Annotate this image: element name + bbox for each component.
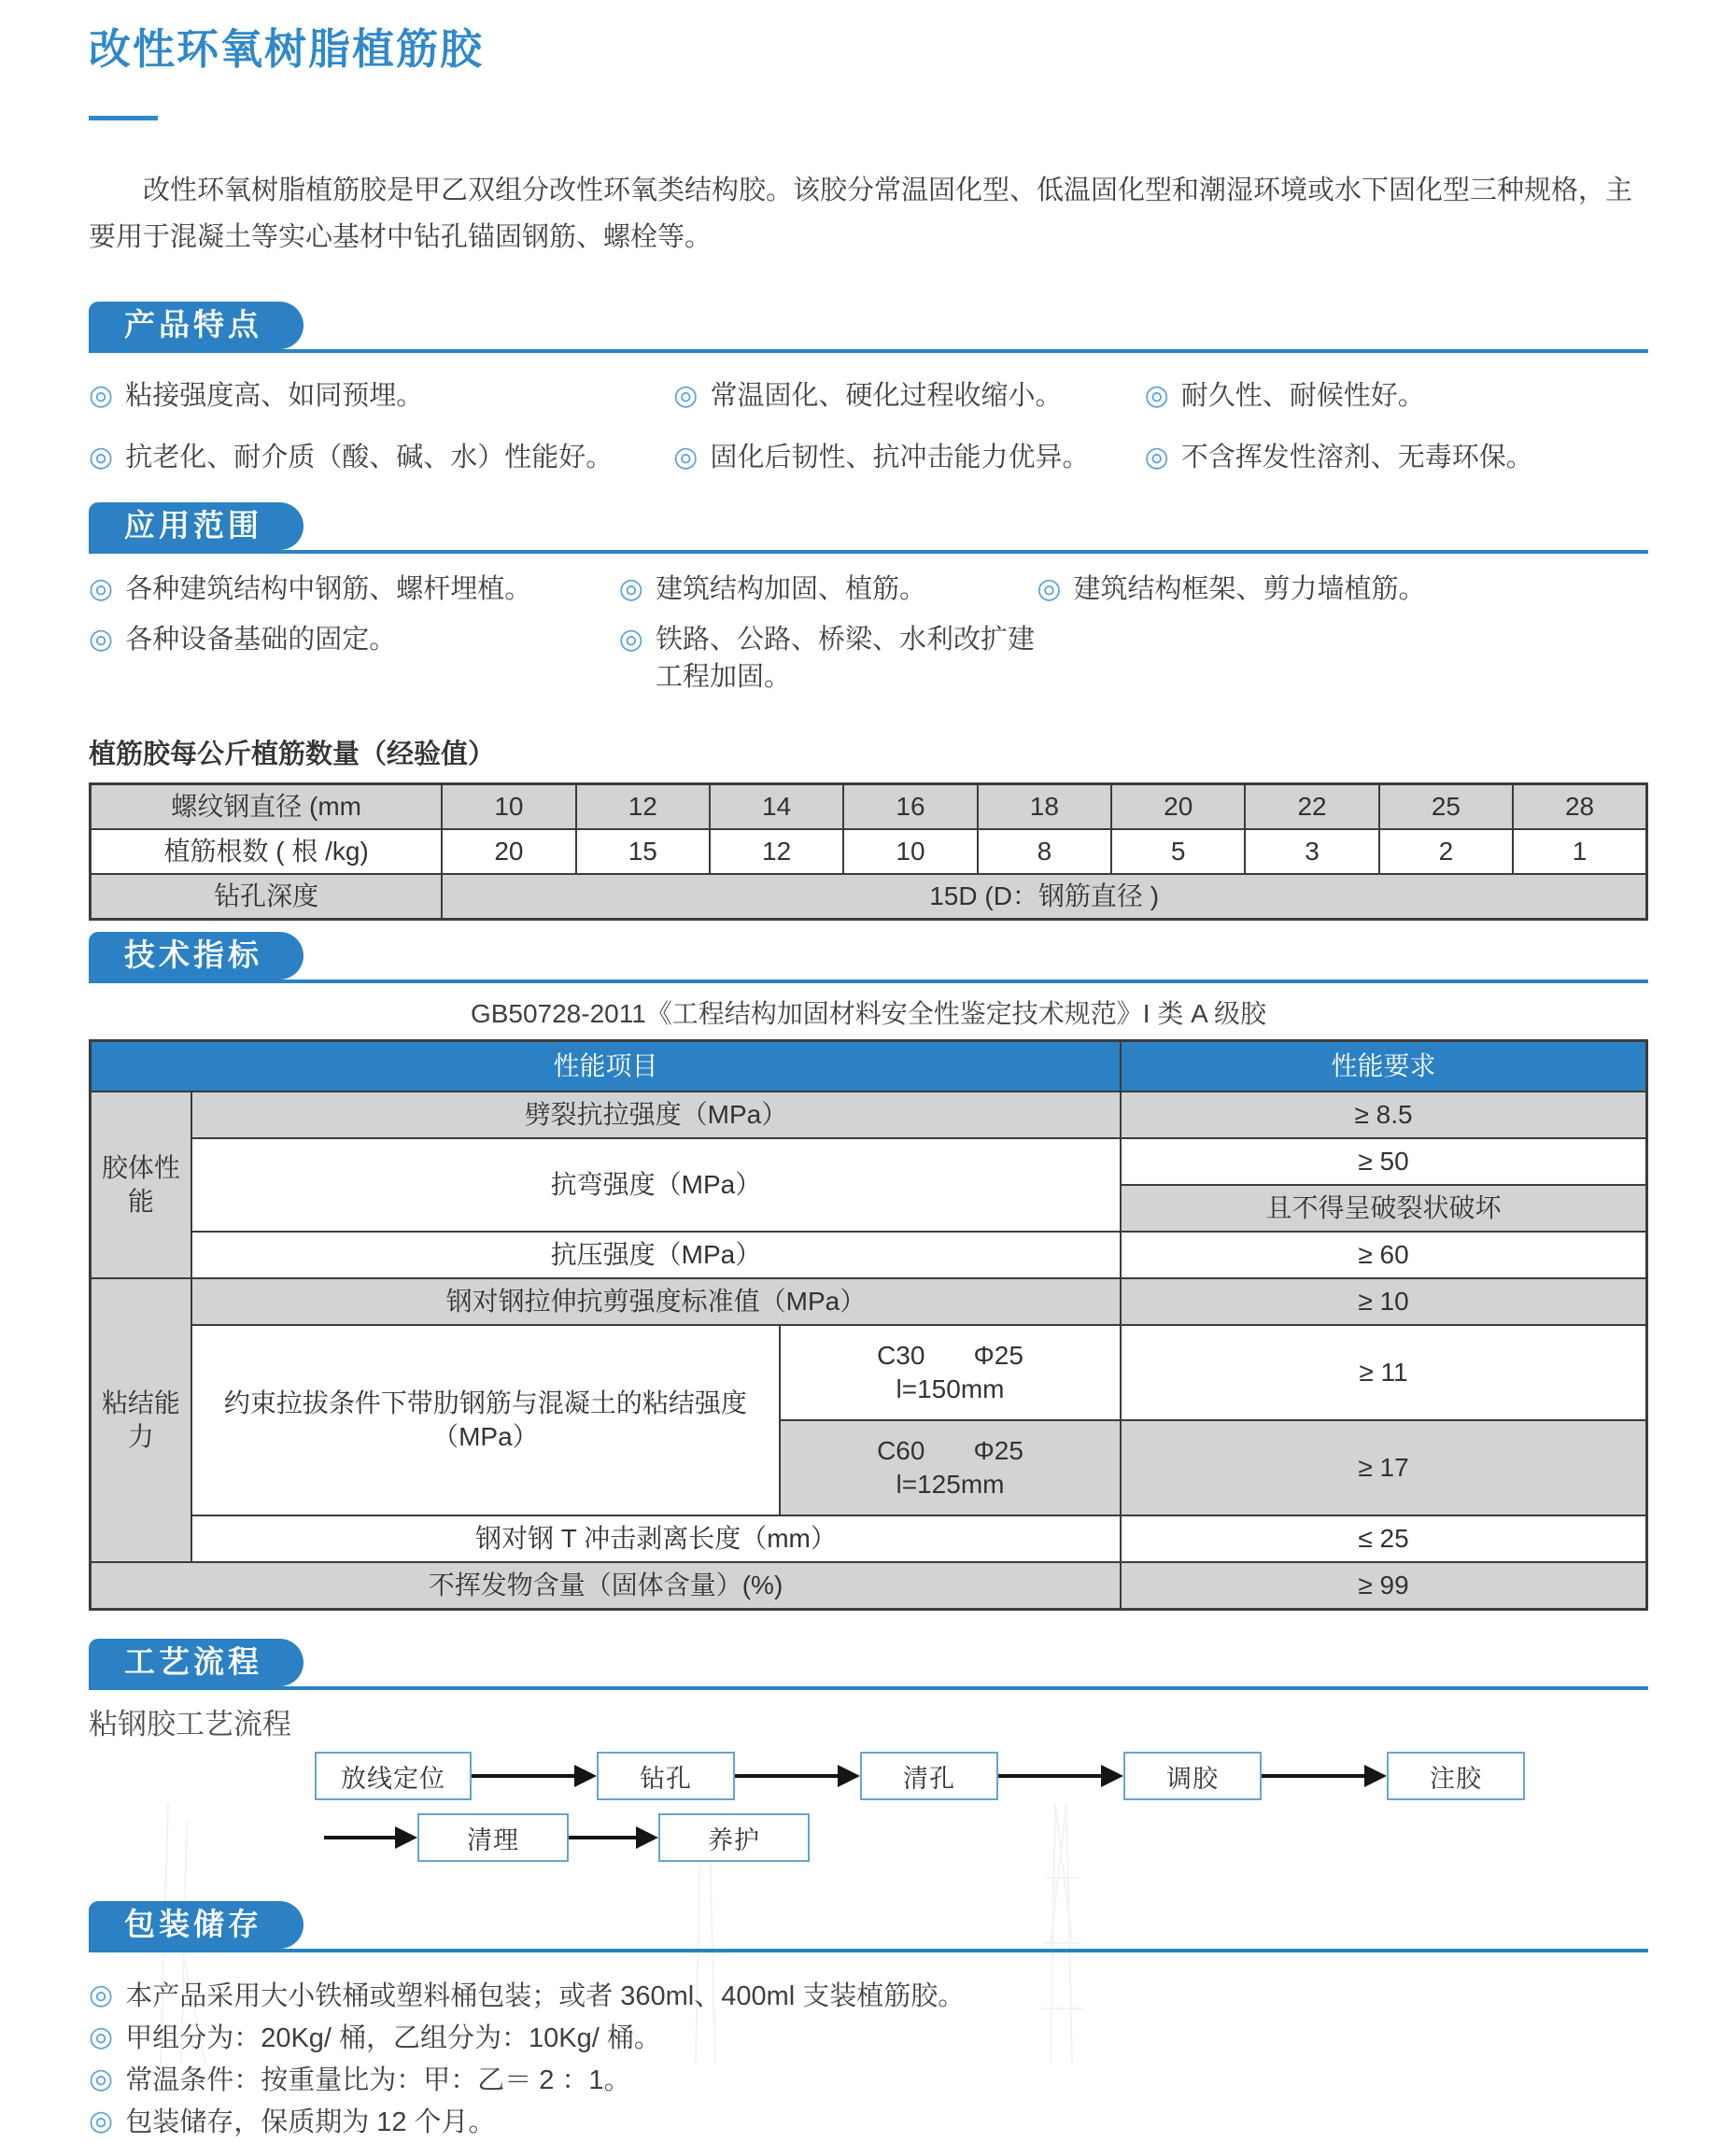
depth-label-cell: 钻孔深度 xyxy=(91,874,443,920)
feature-text: 耐久性、耐候性好。 xyxy=(1180,381,1425,411)
double-ring-bullet-icon: ◎ xyxy=(89,624,114,655)
flow-step-label: 清孔 xyxy=(903,1764,955,1793)
double-ring-bullet-icon: ◎ xyxy=(89,573,114,604)
arrow-line xyxy=(324,1836,395,1839)
intro-paragraph: 改性环氧树脂植筋胶是甲乙双组分改性环氧类结构胶。该胶分常温固化型、低温固化型和潮湿环境或水下固化型三种规格，主要用于混凝土等实心基材中钻孔锚固钢筋、螺栓等。 xyxy=(89,176,1633,252)
count-value-cell: 2 xyxy=(1379,829,1513,874)
process-flow-row-1 xyxy=(315,1752,1648,1800)
count-row xyxy=(91,829,1647,874)
rebar-count-table xyxy=(89,782,1648,921)
spec-item-header-cell: 性能项目 xyxy=(91,1041,1122,1092)
arrow-head xyxy=(1101,1765,1123,1787)
feature-text: 不含挥发性溶剂、无毒环保。 xyxy=(1180,443,1533,472)
count-value-cell: 12 xyxy=(710,829,843,874)
section-header-packaging xyxy=(89,1901,1648,1952)
flow-step-label: 养护 xyxy=(708,1825,760,1854)
pullout-c60-req-cell: ≥ 17 xyxy=(1121,1420,1646,1515)
flow-step-label: 注胶 xyxy=(1430,1764,1482,1793)
diameter-row xyxy=(91,784,1647,830)
glue-group-label-cell: 胶体性能 xyxy=(91,1092,191,1278)
diameter-value-cell: 20 xyxy=(1111,784,1245,830)
pullout-name-cell xyxy=(191,1325,780,1515)
title-underline-dash xyxy=(89,116,158,120)
flow-arrow-icon xyxy=(472,1765,597,1787)
application-text: 铁路、公路、桥梁、水利改扩建工程加固。 xyxy=(655,625,1035,692)
bending-req-value-cell: ≥ 50 xyxy=(1121,1138,1646,1185)
nonvolatile-row xyxy=(91,1562,1647,1610)
arrow-head xyxy=(574,1765,597,1787)
arrow-line xyxy=(472,1774,574,1778)
t-peel-name-cell: 钢对钢 T 冲击剥离长度（mm） xyxy=(191,1515,1121,1562)
packaging-list xyxy=(89,1977,1648,2142)
double-ring-bullet-icon: ◎ xyxy=(89,442,114,472)
application-text: 建筑结构框架、剪力墙植筋。 xyxy=(1073,574,1426,604)
diameter-label-cell: 螺纹钢直径 (mm xyxy=(91,784,443,830)
feature-item xyxy=(89,439,673,476)
rebar-diameter: Φ25 xyxy=(973,1436,1023,1465)
depth-value-cell: 15D (D：钢筋直径 ) xyxy=(442,874,1646,920)
application-item xyxy=(1037,571,1648,608)
feature-item xyxy=(89,377,673,415)
bending-req-condition-cell: 且不得呈破裂状破坏 xyxy=(1121,1185,1646,1232)
bending-name-cell: 抗弯强度（MPa） xyxy=(191,1138,1121,1232)
packaging-text: 包装储存，保质期为 12 个月。 xyxy=(125,2107,496,2137)
arrow-line xyxy=(735,1774,838,1778)
t-peel-req-cell: ≤ 25 xyxy=(1121,1515,1646,1562)
spec-table xyxy=(89,1039,1648,1611)
concrete-grade: C30 xyxy=(877,1341,925,1370)
split-tensile-name-cell: 劈裂抗拉强度（MPa） xyxy=(191,1092,1121,1138)
diameter-value-cell: 28 xyxy=(1513,784,1646,830)
compressive-row xyxy=(91,1232,1647,1278)
compressive-name-cell: 抗压强度（MPa） xyxy=(191,1232,1121,1278)
count-label-cell: 植筋根数 ( 根 /kg) xyxy=(91,829,443,874)
application-text: 建筑结构加固、植筋。 xyxy=(655,574,926,604)
feature-text: 粘接强度高、如同预埋。 xyxy=(125,381,424,411)
arrow-line xyxy=(998,1774,1101,1778)
double-ring-bullet-icon: ◎ xyxy=(1037,573,1062,604)
count-value-cell: 8 xyxy=(978,829,1111,874)
feature-item xyxy=(673,377,1144,415)
flow-arrow-icon xyxy=(998,1765,1123,1787)
double-ring-bullet-icon: ◎ xyxy=(673,380,699,411)
double-ring-bullet-icon: ◎ xyxy=(1144,442,1169,472)
rebar-table-caption: 植筋胶每公斤植筋数量（经验值） xyxy=(89,740,496,769)
packaging-text: 本产品采用大小铁桶或塑料桶包装；或者 360ml、400ml 支装植筋胶。 xyxy=(125,1981,966,2011)
packaging-text: 甲组分为：20Kg/ 桶，乙组分为：10Kg/ 桶。 xyxy=(125,2023,661,2053)
double-ring-bullet-icon: ◎ xyxy=(89,1980,114,2010)
t-peel-row xyxy=(91,1515,1647,1562)
section-header-specs xyxy=(89,932,1648,983)
section-header-applications xyxy=(89,502,1648,554)
application-item xyxy=(89,571,619,608)
count-value-cell: 20 xyxy=(442,829,575,874)
depth-row xyxy=(91,874,1647,920)
diameter-value-cell: 14 xyxy=(710,784,843,830)
application-text: 各种建筑结构中钢筋、螺杆埋植。 xyxy=(125,574,532,604)
flow-step-clean-hole xyxy=(860,1752,998,1800)
flow-step-drill xyxy=(597,1752,735,1800)
count-value-cell: 5 xyxy=(1111,829,1245,874)
double-ring-bullet-icon: ◎ xyxy=(618,573,643,604)
applications-list xyxy=(89,571,1648,696)
feature-text: 抗老化、耐介质（酸、碱、水）性能好。 xyxy=(125,443,614,472)
page-title: 改性环氧树脂植筋胶 xyxy=(89,25,485,73)
arrow-line xyxy=(1262,1774,1364,1778)
packaging-item xyxy=(89,1977,1648,2016)
flow-step-layout xyxy=(315,1752,472,1800)
flow-step-curing xyxy=(658,1813,810,1862)
pullout-name-line1: 约束拉拔条件下带肋钢筋与混凝土的粘结强度 xyxy=(223,1388,747,1417)
count-value-cell: 1 xyxy=(1513,829,1646,874)
feature-item xyxy=(1145,377,1648,415)
pullout-c60-condition-cell xyxy=(780,1420,1121,1515)
arrow-head xyxy=(1364,1765,1387,1787)
feature-text: 固化后韧性、抗冲击能力优异。 xyxy=(710,443,1090,472)
process-flow-row-2 xyxy=(324,1813,1648,1862)
double-ring-bullet-icon: ◎ xyxy=(618,624,643,655)
diameter-value-cell: 22 xyxy=(1245,784,1378,830)
diameter-value-cell: 18 xyxy=(978,784,1111,830)
flow-step-label: 清理 xyxy=(467,1825,519,1854)
arrow-head xyxy=(838,1765,860,1787)
standard-note: GB50728-2011《工程结构加固材料安全性鉴定技术规范》I 类 A 级胶 xyxy=(470,999,1267,1028)
double-ring-bullet-icon: ◎ xyxy=(673,442,699,472)
flow-arrow-icon xyxy=(569,1826,658,1849)
nonvolatile-name-cell: 不挥发物含量（固体含量）(%) xyxy=(91,1562,1122,1610)
feature-item xyxy=(673,439,1144,476)
applications-section-badge: 应用范围 xyxy=(89,502,303,550)
embed-length: l=125mm xyxy=(896,1470,1005,1499)
spec-header-row xyxy=(91,1041,1647,1092)
pullout-c30-condition-cell xyxy=(780,1325,1121,1420)
double-ring-bullet-icon: ◎ xyxy=(89,2064,114,2094)
arrow-head xyxy=(636,1826,658,1849)
flow-arrow-icon xyxy=(1262,1765,1387,1787)
pullout-c30-row xyxy=(91,1325,1647,1420)
packaging-item xyxy=(89,2061,1648,2100)
application-item xyxy=(619,571,1037,608)
double-ring-bullet-icon: ◎ xyxy=(89,2022,114,2052)
application-text: 各种设备基础的固定。 xyxy=(125,625,397,655)
packaging-item xyxy=(89,2019,1648,2058)
features-list xyxy=(89,377,1648,476)
application-item xyxy=(89,621,619,696)
split-tensile-row xyxy=(91,1092,1647,1138)
steel-shear-row xyxy=(91,1278,1647,1325)
embed-length: l=150mm xyxy=(896,1374,1005,1403)
diameter-value-cell: 16 xyxy=(843,784,977,830)
count-value-cell: 3 xyxy=(1245,829,1378,874)
flow-arrow-icon xyxy=(324,1826,417,1849)
rebar-diameter: Φ25 xyxy=(973,1341,1023,1370)
split-tensile-req-cell: ≥ 8.5 xyxy=(1121,1092,1646,1138)
nonvolatile-req-cell: ≥ 99 xyxy=(1121,1562,1646,1610)
diameter-value-cell: 12 xyxy=(576,784,710,830)
flow-step-label: 钻孔 xyxy=(640,1764,692,1793)
flow-arrow-icon xyxy=(735,1765,860,1787)
packaging-text: 常温条件：按重量比为：甲：乙＝ 2 ：1。 xyxy=(125,2065,631,2095)
bond-group-label-cell: 粘结能力 xyxy=(91,1278,191,1562)
double-ring-bullet-icon: ◎ xyxy=(89,380,114,411)
application-item xyxy=(619,621,1037,696)
spec-requirement-header-cell: 性能要求 xyxy=(1121,1041,1646,1092)
arrow-head xyxy=(395,1826,417,1849)
section-header-process xyxy=(89,1639,1648,1690)
count-value-cell: 15 xyxy=(576,829,710,874)
pullout-c30-req-cell: ≥ 11 xyxy=(1121,1325,1646,1420)
features-section-badge: 产品特点 xyxy=(89,302,303,349)
feature-item xyxy=(1145,439,1648,476)
flow-step-label: 放线定位 xyxy=(341,1764,445,1793)
flow-step-label: 调胶 xyxy=(1166,1764,1219,1793)
specs-section-badge: 技术指标 xyxy=(89,932,303,979)
section-header-features xyxy=(89,302,1648,353)
double-ring-bullet-icon: ◎ xyxy=(89,2106,114,2136)
steel-shear-name-cell: 钢对钢拉伸抗剪强度标准值（MPa） xyxy=(191,1278,1121,1325)
packaging-section-badge: 包装储存 xyxy=(89,1901,303,1949)
feature-text: 常温固化、硬化过程收缩小。 xyxy=(710,381,1063,411)
arrow-line xyxy=(569,1836,636,1839)
compressive-req-cell: ≥ 60 xyxy=(1121,1232,1646,1278)
steel-shear-req-cell: ≥ 10 xyxy=(1121,1278,1646,1325)
flow-step-inject-glue xyxy=(1387,1752,1525,1800)
concrete-grade: C60 xyxy=(877,1436,925,1465)
pullout-name-line2: （MPa） xyxy=(432,1422,539,1451)
packaging-item xyxy=(89,2103,1648,2142)
diameter-value-cell: 10 xyxy=(442,784,575,830)
count-value-cell: 10 xyxy=(843,829,977,874)
diameter-value-cell: 25 xyxy=(1379,784,1513,830)
double-ring-bullet-icon: ◎ xyxy=(1144,380,1169,411)
process-section-badge: 工艺流程 xyxy=(89,1639,303,1686)
process-subtitle: 粘钢胶工艺流程 xyxy=(89,1708,291,1740)
flow-step-mix-glue xyxy=(1123,1752,1262,1800)
flow-step-cleanup xyxy=(417,1813,569,1862)
bending-row xyxy=(91,1138,1647,1185)
